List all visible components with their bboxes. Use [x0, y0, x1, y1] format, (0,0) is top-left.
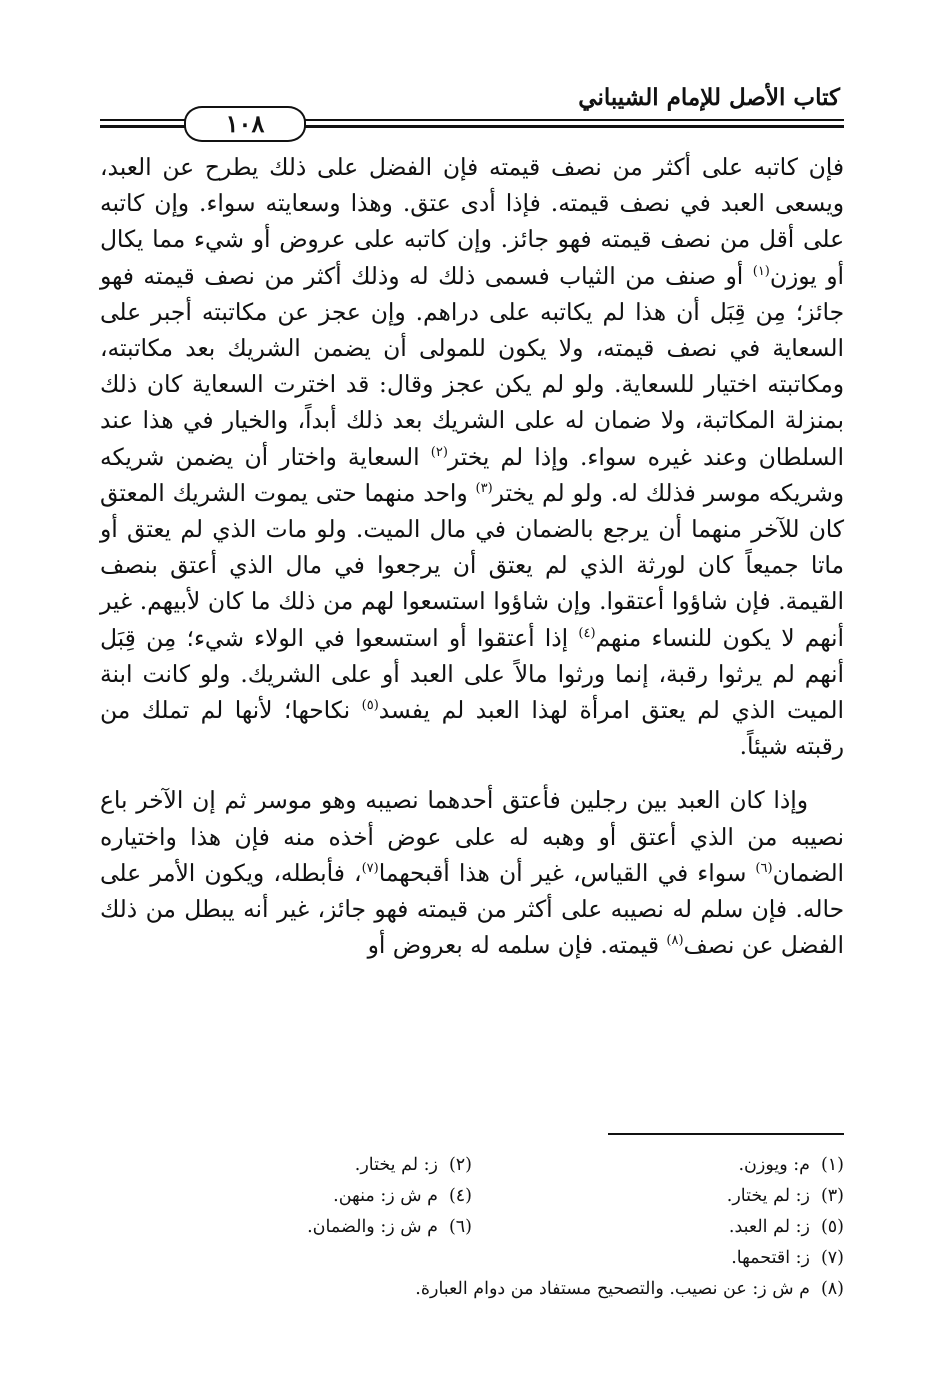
footnote-separator [608, 1133, 844, 1135]
footnote-item [472, 1181, 844, 1212]
paragraph-2 [100, 783, 844, 964]
text-run: قيمته. فإن سلمه له بعروض أو [367, 932, 667, 960]
footnote-ref: (٣) [475, 481, 493, 497]
footnote-number: (٦) [448, 1217, 472, 1237]
footnote-number: (٣) [820, 1186, 844, 1206]
footnote-text: م ش ز: والضمان. [307, 1217, 438, 1237]
footnote-number: (٢) [448, 1155, 472, 1175]
footnote-item [100, 1243, 844, 1274]
text-run: واحد منهما حتى يموت الشريك المعتق كان للآخر منهما أن يرجع بالضمان في مال الميت. ولو مات الذي لم يعتق أو ماتا جميعاً كان لورثة الذي لم يعتق أن يرجعوا في مال الذي أعتق بنصف القيمة. فإن شاؤوا أعتقوا. وإن شاؤوا استسعوا لهم من ذلك ما كان لأبيهم. غير أنهم لا يكون للنساء منهم [100, 479, 844, 652]
footnote-item [100, 1150, 472, 1181]
text-run: أو صنف من الثياب فسمى ذلك له وذلك أكثر من نصف قيمته فهو جائز؛ مِن قِبَل أن هذا لم يكاتبه على دراهم. وإن عجز عن مكاتبته أجبر على السعاية في نصف قيمته، ولا يكون للمولى أن يضمن الشريك بعد مكاتبته، ومكاتبته اختيار للسعاية. ولو لم يكن عجز وقال: قد اخترت السعاية كان ذلك بمنزلة المكاتبة، ولا ضمان له على الشريك بعد ذلك أبداً، والخيار في هذا عند السلطان وعند غيره سواء. وإذا لم يختر [100, 262, 844, 471]
footnote-ref: (٢) [430, 444, 448, 460]
footnote-text: ز: اقتحمها. [731, 1248, 810, 1268]
footnote-text: م: ويوزن. [738, 1155, 810, 1175]
main-text [100, 150, 844, 964]
footnote-item [100, 1274, 844, 1305]
text-run: وإذا كان العبد بين رجلين فأعتق أحدهما نصيبه وهو موسر ثم إن الآخر باع نصيبه من الذي أعتق أو وهبه له على عوض أخذه منه فإن هذا واختياره الضمان [100, 787, 845, 887]
footnote-text: ز: لم العبد. [728, 1217, 810, 1237]
footnote-ref: (٥) [361, 698, 379, 714]
footnote-text: م ش ز: منهن. [333, 1186, 438, 1206]
footnote-ref: (١) [752, 263, 770, 279]
footnote-ref: (٤) [578, 625, 596, 641]
footnote-text: ز: لم يختار. [726, 1186, 810, 1206]
footnotes [100, 1150, 844, 1305]
paragraph-1 [100, 150, 844, 765]
footnote-number: (٤) [448, 1186, 472, 1206]
footnote-item [472, 1150, 844, 1181]
footnote-item [100, 1181, 472, 1212]
footnote-number: (٨) [820, 1279, 844, 1299]
footnote-item [472, 1212, 844, 1243]
footnote-text: م ش ز: عن نصيب. والتصحيح مستفاد من دوام العبارة. [415, 1279, 810, 1299]
book-title: كتاب الأصل للإمام الشيباني [578, 84, 840, 111]
page-number: ١٠٨ [184, 106, 306, 142]
text-run: السعاية واختار أن يضمن شريكه وشريكه موسر فذلك له. ولو لم يختر [100, 443, 844, 507]
text-run: ، فأبطله، ويكون الأمر على حاله. فإن سلم له نصيبه على أكثر من قيمته فهو جائز، غير أنه يبطل من ذلك الفضل عن نصف [100, 859, 844, 960]
text-run: نكاحها؛ لأنها لم تملك من رقبته شيئاً. [100, 697, 844, 761]
footnote-text: ز: لم يختار. [354, 1155, 438, 1175]
text-run: فإن كاتبه على أكثر من نصف قيمته فإن الفضل على ذلك يطرح عن العبد، ويسعى العبد في نصف قيمته. فإذا أدى عتق. وهذا وسعايته سواء. وإن كاتبه على أقل من نصف قيمته فهو جائز. وإن كاتبه على عروض أو شيء مما يكال أو يوزن [100, 154, 844, 290]
footnote-item [100, 1212, 472, 1243]
text-run: سواء في القياس، غير أن هذا أقبحهما [378, 859, 756, 887]
footnote-number: (١) [820, 1155, 844, 1175]
page-header [100, 80, 844, 140]
footnote-ref: (٧) [361, 861, 379, 877]
text-run: إذا أعتقوا أو استسعوا في الولاء شيء؛ مِن قِبَل أنهم لم يرثوا رقبة، إنما ورثوا مالاً على العبد أو على الشريك. ولو كانت ابنة الميت الذي لم يعتق امرأة لهذا العبد لم يفسد [100, 624, 844, 725]
footnote-number: (٧) [820, 1248, 844, 1268]
footnote-ref: (٦) [755, 861, 773, 877]
footnote-number: (٥) [820, 1217, 844, 1237]
footnote-ref: (٨) [666, 933, 684, 949]
